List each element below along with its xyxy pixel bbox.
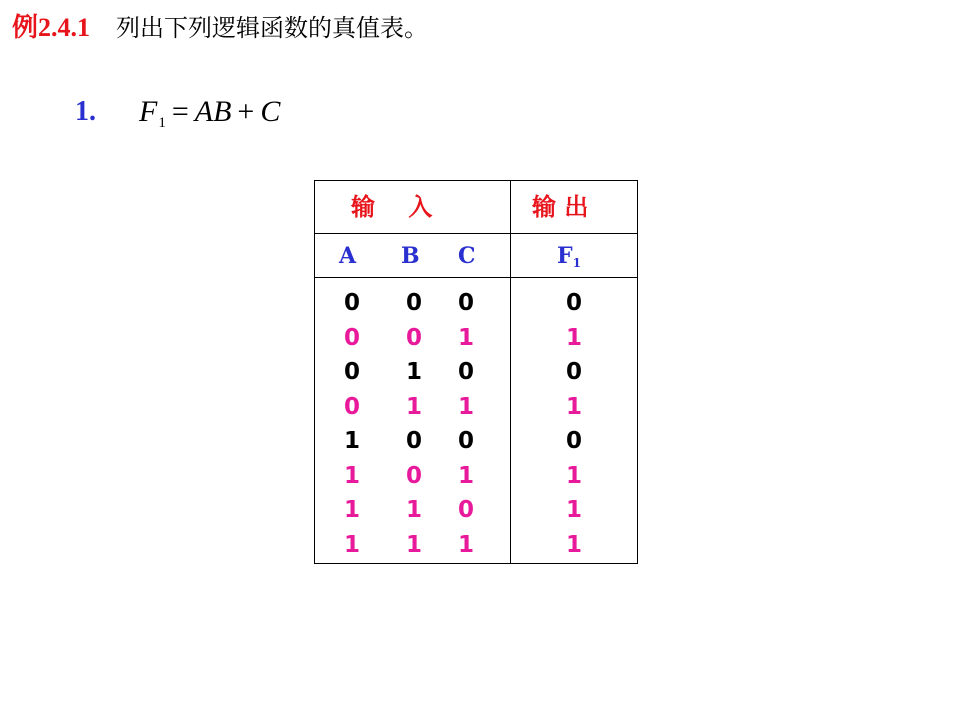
cell-a: 1 [343, 497, 360, 523]
cell-c: 1 [457, 324, 474, 351]
column-f-label: F [557, 243, 573, 269]
cell-a: 0 [343, 290, 360, 316]
cell-b: 1 [405, 497, 422, 523]
cell-f: 0 [565, 428, 582, 454]
subheader-divider [315, 277, 637, 278]
cell-b: 0 [405, 324, 422, 351]
item-1 [75, 92, 281, 132]
cell-b: 1 [405, 359, 422, 385]
cell-c: 0 [457, 428, 474, 454]
cell-b: 0 [405, 290, 422, 316]
cell-f: 1 [565, 531, 582, 558]
cell-c: 1 [457, 531, 474, 558]
cell-b: 0 [405, 428, 422, 454]
cell-f: 1 [565, 393, 582, 420]
formula-subscript: 1 [158, 115, 166, 131]
formula [139, 92, 280, 143]
cell-b: 1 [405, 531, 422, 558]
example-instruction: 列出下列逻辑函数的真值表。 [116, 14, 429, 42]
truth-table [314, 180, 638, 564]
example-title [12, 8, 428, 48]
cell-b: 1 [405, 393, 422, 420]
cell-a: 0 [343, 393, 360, 420]
cell-f: 0 [565, 290, 582, 316]
column-f1 [557, 243, 581, 276]
formula-c: C [260, 95, 281, 128]
item-number: 1. [75, 96, 96, 127]
cell-a: 0 [343, 324, 360, 351]
formula-ab: AB [194, 95, 232, 128]
cell-a: 0 [343, 359, 360, 385]
cell-c: 0 [457, 359, 474, 385]
input-header: 输 入 [351, 193, 433, 221]
column-divider [510, 181, 511, 563]
column-c: C [458, 243, 476, 269]
cell-a: 1 [343, 531, 360, 558]
cell-a: 1 [343, 462, 360, 489]
column-f-subscript: 1 [572, 256, 581, 270]
formula-equals: = [171, 95, 189, 128]
formula-lhs: F [139, 95, 158, 128]
cell-f: 1 [565, 462, 582, 489]
cell-b: 0 [405, 462, 422, 489]
cell-c: 1 [457, 462, 474, 489]
cell-c: 1 [457, 393, 474, 420]
cell-f: 1 [565, 497, 582, 523]
cell-c: 0 [457, 290, 474, 316]
cell-f: 0 [565, 359, 582, 385]
cell-c: 0 [457, 497, 474, 523]
column-b: B [401, 243, 420, 269]
output-header: 输 出 [532, 193, 589, 221]
column-a: A [339, 243, 357, 269]
formula-plus: + [237, 95, 255, 128]
cell-f: 1 [565, 324, 582, 351]
header-divider [315, 233, 637, 234]
cell-a: 1 [343, 428, 360, 454]
example-label: 例2.4.1 [12, 13, 91, 42]
